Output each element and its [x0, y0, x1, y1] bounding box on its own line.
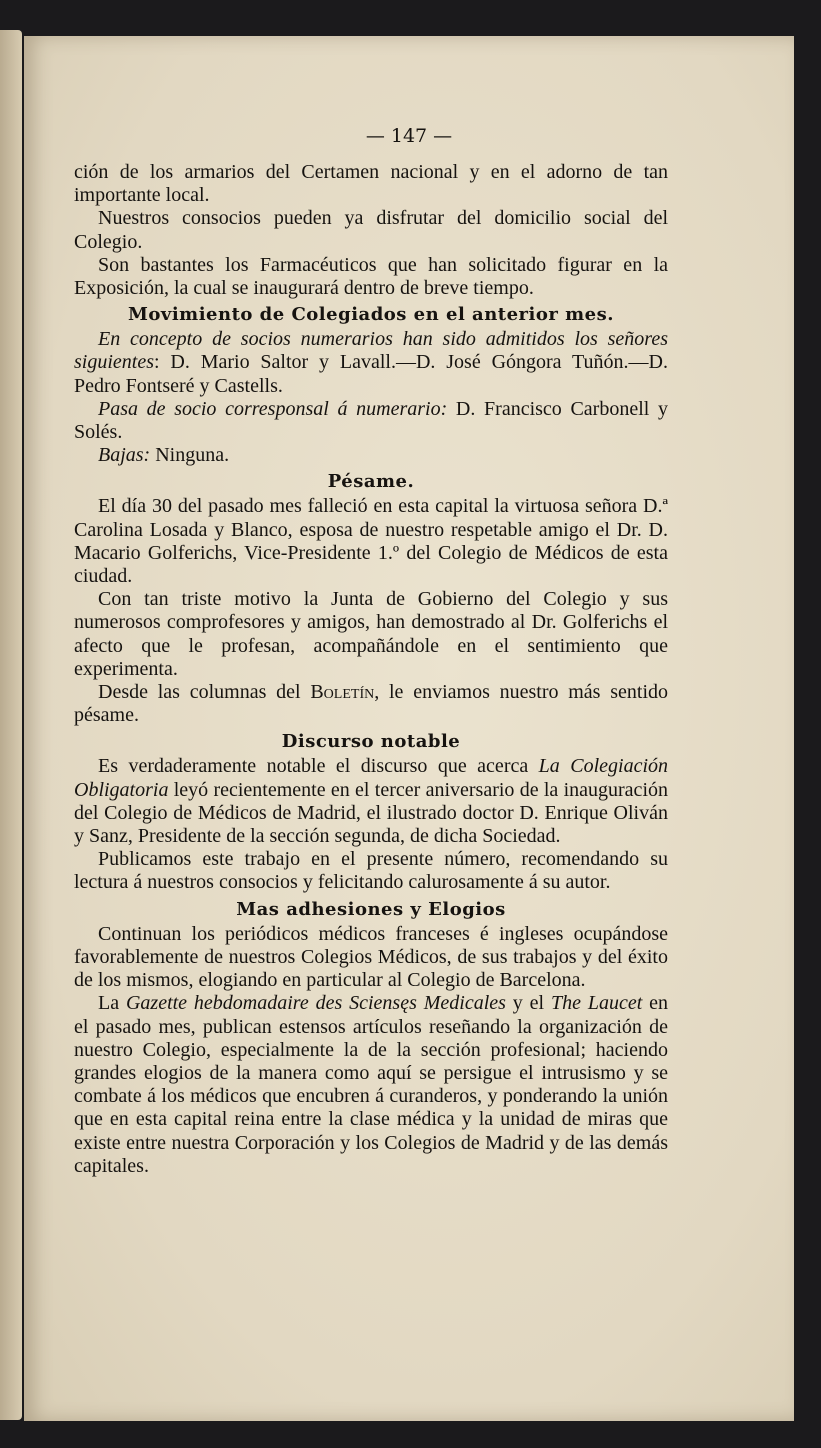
- boletin-smallcaps: Boletín: [310, 681, 375, 704]
- gazette-title: Gazette hebdomadaire des Sciensęs Medicales: [125, 992, 506, 1015]
- movimiento-paragraph-1: [74, 328, 668, 398]
- page-number: — 147 —: [365, 125, 453, 147]
- adhesiones-paragraph-2: [74, 992, 668, 1178]
- discurso-italic-title: La Colegiación Obligatoria: [74, 755, 668, 801]
- pesame-paragraph-1: El día 30 del pasado mes falleció en esta capital la virtuosa señora D.ª Carolina Losada y Blanco, esposa de nuestro respetable amigo el Dr. D. Macario Golferichs, Vice-Presidente 1.º del Colegio de Médicos de esta ciudad.: [74, 495, 668, 588]
- discurso-paragraph-1: [74, 755, 668, 848]
- laucet-title: The Laucet: [550, 992, 643, 1015]
- discurso-paragraph-2: Publicamos este trabajo en el presente número, recomendando su lectura á nuestros consocios y felicitando calurosamente á su autor.: [74, 848, 668, 894]
- intro-paragraph-1: ción de los armarios del Certamen nacional y en el adorno de tan importante local.: [74, 161, 668, 207]
- adhesiones-text-2a: La: [98, 992, 126, 1015]
- pesame-paragraph-2: Con tan triste motivo la Junta de Gobierno del Colegio y sus numerosos comprofesores y amigos, han demostrado al Dr. Golferichs el afecto que le profesan, acompañándole en el sentimiento que experimenta.: [74, 588, 668, 680]
- intro-paragraph-3: Son bastantes los Farmacéuticos que han solicitado figurar en la Exposición, la cual se inaugurará dentro de breve tiempo.: [74, 253, 668, 300]
- adhesiones-paragraph-1: Continuan los periódicos médicos franceses é ingleses ocupándose favorablemente de nuestros Colegios Médicos, de sus trabajos y del éxito de los mismos, elogiando en particular al Colegio de Barcelona.: [74, 922, 668, 992]
- book-page: [24, 36, 794, 1421]
- page-content: [74, 161, 668, 1178]
- movimiento-italic-1: En concepto de socios numerarios han sido admitidos los señores siguientes: [74, 328, 668, 374]
- movimiento-paragraph-3: [74, 444, 668, 467]
- pesame-text-3b: , le enviamos nuestro más sentido pésame.: [74, 681, 669, 727]
- pesame-text-3a: Desde las columnas del: [98, 681, 311, 704]
- intro-paragraph-2: Nuestros consocios pueden ya disfrutar del domicilio social del Colegio.: [74, 207, 668, 253]
- heading-pesame: Pésame.: [327, 471, 415, 493]
- heading-adhesiones: Mas adhesiones y Elogios: [236, 898, 506, 920]
- adhesiones-text-2c: en el pasado mes, publican estensos artículos reseñando la organización de nuestro Colegio, especialmente la de la sección profesional; haciendo grandes elogios de la manera como aquí se persigue el intrusismo y se combate á los médicos que encubren á curanderos, y ponderando la unión que en esta capital reina entre la clase médica y la unidad de miras que existe entre nuestra Corporación y los Colegios de Madrid y de las demás capitales.: [74, 992, 669, 1177]
- pesame-paragraph-3: [74, 681, 668, 727]
- movimiento-italic-3: Bajas:: [98, 444, 151, 467]
- movimiento-paragraph-2: [74, 398, 668, 444]
- movimiento-text-2: D. Francisco Carbonell y Solés.: [74, 397, 668, 444]
- movimiento-italic-2: Pasa de socio corresponsal á numerario:: [98, 397, 448, 420]
- movimiento-text-3: Ninguna.: [150, 444, 230, 467]
- heading-movimiento: Movimiento de Colegiados en el anterior mes.: [127, 304, 615, 326]
- discurso-text-1b: leyó recientemente en el tercer aniversario de la inauguración del Colegio de Médicos de Madrid, el ilustrado doctor D. Enrique Oliván y Sanz, Presidente de la sección segunda, de dicha Sociedad.: [74, 778, 668, 848]
- heading-discurso: Discurso notable: [281, 731, 461, 753]
- discurso-text-1a: Es verdaderamente notable el discurso que acerca: [98, 755, 539, 778]
- previous-page-edge: [0, 30, 22, 1420]
- movimiento-text-1: : D. Mario Saltor y Lavall.—D. José Góngora Tuñón.—D. Pedro Fontseré y Castells.: [74, 351, 668, 397]
- adhesiones-text-2b: y el: [505, 992, 551, 1015]
